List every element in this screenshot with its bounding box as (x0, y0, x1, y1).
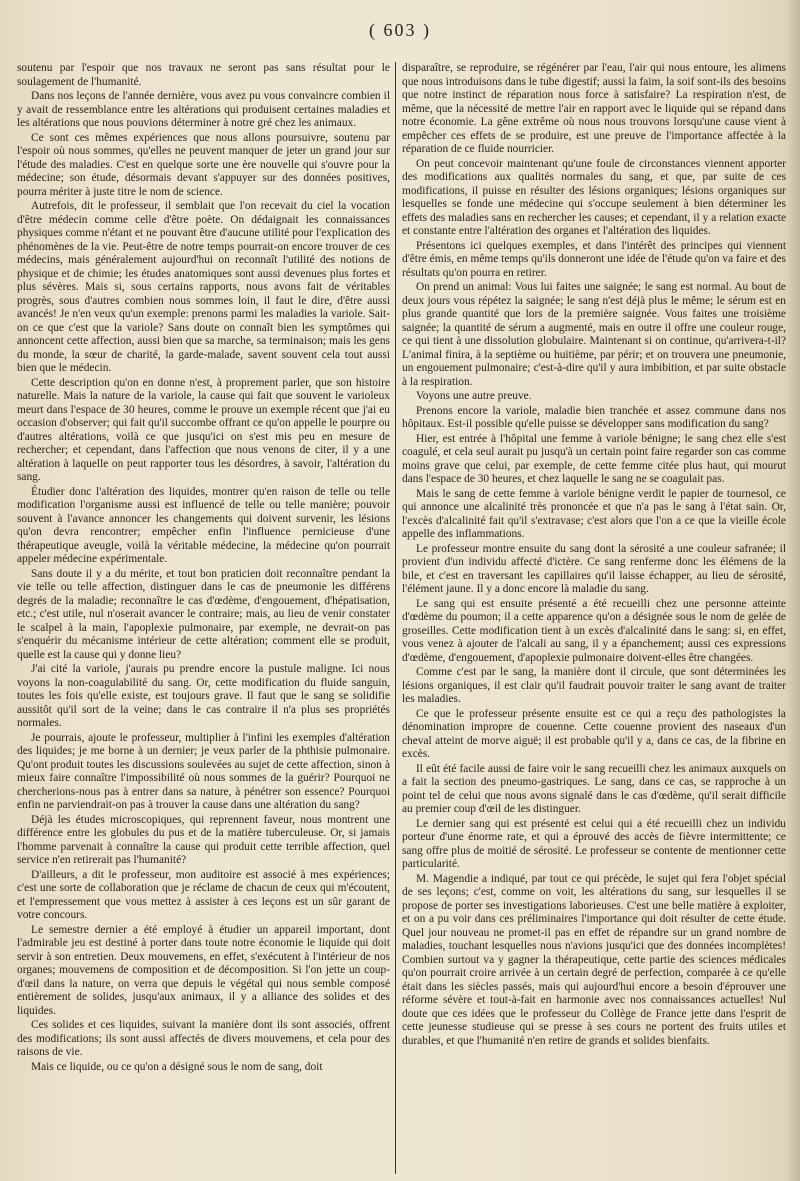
paragraph: Le semestre dernier a été employé à étudier un appareil important, dont l'admirable jeu est destiné à porter dans toute notre économie le liquide qui doit servir à son entretien. Deux mouvemens, en effet, s'exécutent à l'intérieur de nos organes; mouvemens de composition et de décomposition. Si l'on jette un coup-d'œil dans la nature, on verra que depuis le végétal qui nous semble composé entièrement de solides, jusqu'aux animaux, il y a alliance des solides et des liquides. (17, 923, 390, 1017)
paragraph: Ces solides et ces liquides, suivant la manière dont ils sont associés, offrent des modifications; ils sont aussi affectés de divers mouvemens, et cela pour des raisons de vie. (17, 1019, 390, 1058)
paragraph: Voyons une autre preuve. (416, 390, 532, 402)
paragraph: soutenu par l'espoir que nos travaux ne seront pas sans résultat pour le soulagement de l'humanité. (17, 62, 390, 88)
paragraph: Il eût été facile aussi de faire voir le sang recueilli chez les animaux auxquels on a fait la section des pneumo-gastriques. Le sang, dans ce cas, se rapproche à un point tel de celui que nous avons signalé dans le cas d'œdème, qu'il serait difficile au premier coup d'œil de les distinguer. (402, 762, 786, 815)
paragraph: Je pourrais, ajoute le professeur, multiplier à l'infini les exemples d'altération des liquides; je me borne à un dernier; je veux parler de la phthisie pulmonaire. Qu'ont produit toutes les discussions soulevées au sujet de cette affection, sinon à mieux faire connaître l'impossibilité où nous sommes de la guérir? Pourquoi ne chercherions-nous pas à entrer dans sa nature, à pénétrer son essence? Pourquoi enfin ne parviendrait-on pas à trouver la cause dans une altération du sang? (17, 731, 390, 811)
paragraph: Ce que le professeur présente ensuite est ce qui a reçu des pathologistes la dénomination impropre de couenne. Cette couenne provient des naseaux d'un cheval atteint de morve aiguë; il est probable qu'il y a, dans ce cas, de la fibrine en excès. (402, 707, 786, 760)
paragraph: disparaître, se reproduire, se régénérer par l'eau, l'air qui nous entoure, les alimens que nous introduisons dans le tube digestif; aussi la faim, la soif sont-ils des besoins que notre instinct de réparation nous force à satisfaire? La respiration n'est, de même, que la nécessité de mettre l'air en rapport avec le liquide qui se répand dans notre économie. La gêne extrême où nous nous trouvons lorsqu'une cause vient à empêcher ces effets de se produire, est une preuve de l'importance affectée à la réparation de ce fluide nourricier. (402, 62, 786, 155)
paragraph: Comme c'est par le sang, la manière dont il circule, que sont déterminées les lésions organiques, il est clair qu'il faudrait pouvoir traiter le sang avant de traiter les maladies. (402, 666, 786, 705)
paragraph: Ce sont ces mêmes expériences que nous allons poursuivre, soutenu par l'espoir où nous sommes, qu'elles ne peuvent manquer de jeter un grand jour sur l'étude des maladies. C'est en quelque sorte une ère nouvelle qui s'ouvre pour la médecine; son étude, désormais devant s'appuyer sur des données positives, pourra mériter à juste titre le nom de science. (17, 131, 390, 198)
column-divider (395, 62, 396, 1174)
paragraph: Cette description qu'on en donne n'est, à proprement parler, que son histoire naturelle. Mais la nature de la variole, la cause qui fait que souvent le varioleux meurt dans l'espace de 30 heures, comme le prouve un exemple récent que j'ai eu occasion d'observer; qui fait qu'il succombe offrant ce qu'on appelle le pourpre ou d'autres altérations, voilà ce que jusqu'ici on s'est mis peu en mesure de rechercher; et cependant, dans l'affection que nous venons de citer, il y a une altération à laquelle on peut rapporter tous les désordres, à savoir, l'altération du sang. (17, 376, 390, 483)
paragraph: Sans doute il y a du mérite, et tout bon praticien doit reconnaître pendant la vie telle ou telle affection, distinguer dans le cas de pneumonie les différens degrés de la maladie; reconnaître le cas d'œdème, d'engouement, d'hépatisation, etc.; c'est utile, nul n'oserait avancer le contraire; mais, au lieu de venir constater le scalpel à la main, l'apoplexie pulmonaire, par exemple, ne devrait-on pas s'enquérir du mécanisme intérieur de cette altération; comment elle se produit, quelle est la cause qui y donne lieu? (17, 567, 390, 661)
page-number: ( 603 ) (369, 20, 431, 40)
paragraph: Présentons ici quelques exemples, et dans l'intérêt des principes qui viennent d'être émis, en même temps qu'ils donneront une idée de l'étude qu'on va faire et des résultats qu'on pourra en retirer. (402, 239, 786, 279)
paragraph: Le dernier sang qui est présenté est celui qui a été recueilli chez un individu porteur d'une énorme rate, et qui a éprouvé des accès de fièvre intermittente; ce sang offre plus de moitié de sérosité. Le professeur se contente de mentionner cette particularité. (402, 817, 786, 870)
paragraph: M. Magendie a indiqué, par tout ce qui précède, le sujet qui fera l'objet spécial de ses leçons; c'est, comme on voit, les altérations du sang, sur lesquelles il se propose de porter ses investigations laborieuses. C'est une belle matière à exploiter, et on a pu voir dans ces préliminaires l'importance qui doit résulter de cette étude. Quel jour nouveau ne promet-il pas en effet de répandre sur un grand nombre de maladies, touchant lesquelles nous n'avions jusqu'ici que des données incomplètes! Combien surtout va y gagner la thérapeutique, cette partie des sciences médicales qu'on pourrait croire arrivée à un certain degré de perfection, comparée à ce qu'elle était dans les siècles passés, mais qui aujourd'hui encore a besoin d'éprouver une réforme sévère et tout-à-fait en harmonie avec nos connaissances actuelles! Nul doute que ces idées que le professeur du Collège de France jette dans l'esprit de cette jeunesse studieuse qui se presse à ses cours ne portent des fruits utiles et durables, et que l'humanité n'en retire de grands et solides bienfaits. (402, 872, 786, 1047)
right-column (402, 62, 786, 1177)
paragraph: Déjà les études microscopiques, qui reprennent faveur, nous montrent une différence entre les globules du pus et de la matière tuberculeuse. Or, si jamais l'homme parvenait à connaître la cause qui produit cette terrible affection, quel service n'en retirerait pas l'humanité? (17, 813, 390, 866)
paragraph: Le sang qui est ensuite présenté a été recueilli chez une personne atteinte d'œdème du poumon; il a cette apparence qu'on a désignée sous le nom de gelée de groseilles. Cette modification tient à un excès d'alcalinité dans le sang: si, en effet, vous venez à ajouter de l'alcali au sang, il y a épanchement; aussi ces expressions d'œdème, d'engouement, d'apoplexie pulmonaire doivent-elles être changées. (402, 597, 786, 664)
paragraph: On peut concevoir maintenant qu'une foule de circonstances viennent apporter des modifications aux qualités normales du sang, et que, par suite de ces modifications, il puisse en résulter des lésions organiques; lésions organiques sur lesquelles se fonde une médecine qui s'occupe seulement à bien déterminer les effets des maladies sans en rechercher les causes; et cependant, il y a relation exacte et constante entre l'altération des organes et l'altération des liquides. (402, 157, 786, 237)
paragraph: Dans nos leçons de l'année dernière, vous avez pu vous convaincre combien il y avait de ressemblance entre les altérations qui produisent certaines maladies et les altérations que nous pouvions déterminer à notre gré chez les animaux. (17, 90, 390, 129)
paragraph: D'ailleurs, a dit le professeur, mon auditoire est associé à mes expériences; c'est une sorte de collaboration que je réclame de chacun de ceux qui m'écoutent, et l'empressement que vous mettez à assister à ces leçons est un sûr garant de votre concours. (17, 868, 390, 921)
paragraph: On prend un animal: Vous lui faites une saignée; le sang est normal. Au bout de deux jours vous répétez la saignée; le sang n'est déjà plus le même; le sérum est en plus grande quantité que lors de la première saignée. Vous faites une troisième saignée; la quantité de sérum a augmenté, mais en outre il offre une couleur rouge, ce qui tient à une dissolution globulaire. Maintenant si on continue, qu'arrivera-t-il? L'animal finira, à la septième ou huitième, par périr; et on trouvera une pneumonie, un engouement pulmonaire; c'est-à-dire qu'il y aura imbibition, et par suite obstacle à la respiration. (402, 281, 786, 388)
paragraph: Le professeur montre ensuite du sang dont la sérosité a une couleur safranée; il provient d'un individu affecté d'ictère. Ce sang renferme donc les élémens de la bile, et c'est en traversant les capillaires qu'il laisse échapper, au lieu de sérosité, l'élément jaune. Il y a donc encore là maladie du sang. (402, 542, 786, 595)
paragraph: J'ai cité la variole, j'aurais pu prendre encore la pustule maligne. Ici nous voyons la non-coagulabilité du sang. Or, cette modification du fluide sanguin, toutes les fois qu'elle existe, est toujours grave. Il faut que le sang se solidifie aussitôt qu'il sort de la veine; dans le cas contraire il n'a plus ses propriétés normales. (17, 663, 390, 729)
page-edge-shadow (786, 0, 800, 1181)
paragraph: Prenons encore la variole, maladie bien tranchée et assez commune dans nos hôpitaux. Est-il possible qu'elle puisse se développer sans modification du sang? (402, 404, 786, 430)
paragraph: Mais le sang de cette femme à variole bénigne verdit le papier de tournesol, ce qui annonce une alcalinité très prononcée et que n'a pas le sang à l'état sain. Or, l'excès d'alcalinité fait qu'il s'extravase; c'est alors que l'on a ce que la vieille école appelle des inflammations. (402, 487, 786, 540)
paragraph: Étudier donc l'altération des liquides, montrer qu'en raison de telle ou telle modification l'organisme aussi est influencé de telle ou telle manière; pouvoir souvent à l'avance annoncer les changements qui doivent survenir, les lésions qu'on devra rencontrer; empêcher enfin l'influence pernicieuse d'une thérapeutique aveugle, voilà la véritable médecine, la médecine qu'on pourrait appeler médecine expérimentale. (17, 485, 390, 565)
paragraph: Autrefois, dit le professeur, il semblait que l'on recevait du ciel la vocation d'être médecin comme celle d'être poète. On dédaignait les connaissances physiques comme n'étant et ne pouvant être d'aucune utilité pour l'explication des phénomènes de la vie. Peut-être de notre temps pourrait-on encore trouver de ces médecins, mais généralement aujourd'hui on reconnaît l'utilité des notions de physique et de chimie; les études anatomiques sont aussi devenues plus fortes et plus sévères. Mais si, sous certains rapports, nous avons fait de véritables progrès, sous d'autres combien nous sommes loin, il faut le dire, d'être aussi avancés! Je n'en veux qu'un exemple: prenons parmi les maladies la variole. Sait-on ce que c'est que la variole? Sans doute on connaît bien les symptômes qui annoncent cette affection, aussi bien que sa marche, sa terminaison; mais les gens du monde, la sœur de charité, la garde-malade, savent souvent cela tout aussi bien que le médecin. (17, 200, 390, 374)
paragraph: Hier, est entrée à l'hôpital une femme à variole bénigne; le sang chez elle s'est coagulé, et cela seul aurait pu jusqu'à un certain point faire regarder son cas comme moins grave que celui, par exemple, de cette femme citée plus haut, qui mourut dans l'espace de 30 heures, et chez laquelle le sang ne se coagulait pas. (402, 432, 786, 485)
left-column (17, 62, 390, 1177)
paragraph: Mais ce liquide, ou ce qu'on a désigné sous le nom de sang, doit (31, 1060, 323, 1073)
